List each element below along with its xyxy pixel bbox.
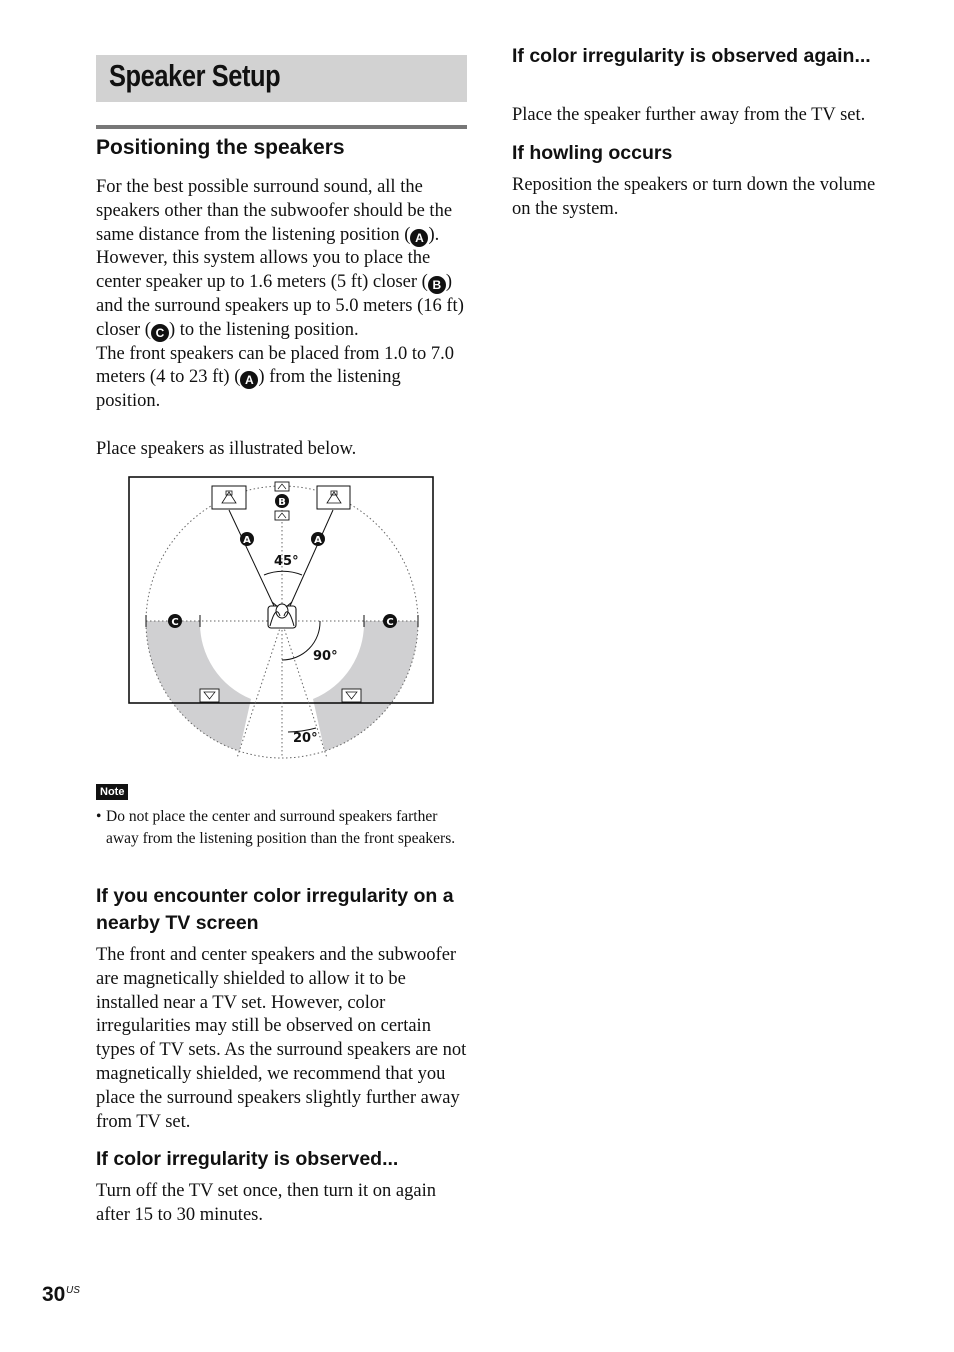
angle-label-side: 90° xyxy=(313,649,338,664)
observed-body: Turn off the TV set once, then turn it on again after 15 to 30 minutes. xyxy=(96,1181,436,1225)
angle-label-rear: 20° xyxy=(293,731,318,746)
marker-b-inline: B xyxy=(428,276,446,294)
heading-rule xyxy=(96,125,467,129)
section-title-banner xyxy=(96,55,467,102)
color-irregularity-body: The front and center speakers and the subwoofer are magnetically shielded to allow it to be installed near a TV set. However, color irregularities may still be observed on certain types of TV sets. As the surround speakers are not magnetically shielded, we recommend that you place the surround speakers slightly further away from TV set. xyxy=(96,945,467,1132)
note-badge: Note xyxy=(96,784,128,800)
speaker-placement-diagram xyxy=(128,476,438,766)
angle-label-front: 45° xyxy=(274,554,299,569)
positioning-paragraph: For the best possible surround sound, all the speakers other than the subwoofer should be the same distance from the listening position ( A ). However, this system allows you to place the center speaker up to 1.6 meters (5 ft) closer ( B ) and the surround speakers up to 5.0 meters (16 ft) closer ( C ) to the listening position. The front speakers can be placed from 1.0 to 7.0 meters (4 to 23 ft) ( A ) from the listening position. xyxy=(96,177,464,412)
page-number: 30 xyxy=(42,1283,66,1306)
marker-a-inline: A xyxy=(240,371,258,389)
svg-text:A: A xyxy=(243,535,251,546)
howling-body: Reposition the speakers or turn down the volume on the system. xyxy=(512,175,876,219)
marker-a-right xyxy=(311,532,325,546)
svg-text:A: A xyxy=(314,535,322,546)
marker-b xyxy=(275,494,289,508)
observed-again-heading: If color irregularity is observed again... xyxy=(512,45,871,67)
observed-again-body: Place the speaker further away from the TV set. xyxy=(512,105,866,125)
observed-heading: If color irregularity is observed... xyxy=(96,1148,399,1170)
surround-right-speaker-icon xyxy=(342,689,361,702)
positioning-heading: Positioning the speakers xyxy=(96,136,345,159)
surround-left-speaker-icon xyxy=(200,689,219,702)
svg-text:B: B xyxy=(278,497,286,508)
place-speakers-text: Place speakers as illustrated below. xyxy=(96,439,357,459)
front-right-speaker-icon xyxy=(317,486,350,509)
section-title: Speaker Setup xyxy=(109,58,281,93)
marker-c-left xyxy=(168,614,182,628)
surround-zone-shading xyxy=(128,621,438,766)
marker-c-inline: C xyxy=(151,324,169,342)
color-irregularity-heading: If you encounter color irregularity on a nearby TV screen xyxy=(96,885,454,934)
marker-a-left xyxy=(240,532,254,546)
front-left-speaker-icon xyxy=(212,486,246,509)
marker-a-inline: A xyxy=(410,229,428,247)
svg-text:C: C xyxy=(171,617,179,628)
howling-heading: If howling occurs xyxy=(512,142,673,164)
note-text: • Do not place the center and surround speakers farther away from the listening position than the front speakers. xyxy=(96,808,456,847)
listener-icon xyxy=(268,602,296,628)
svg-text:C: C xyxy=(386,617,394,628)
marker-c-right xyxy=(383,614,397,628)
page-region-suffix: US xyxy=(66,1285,80,1296)
